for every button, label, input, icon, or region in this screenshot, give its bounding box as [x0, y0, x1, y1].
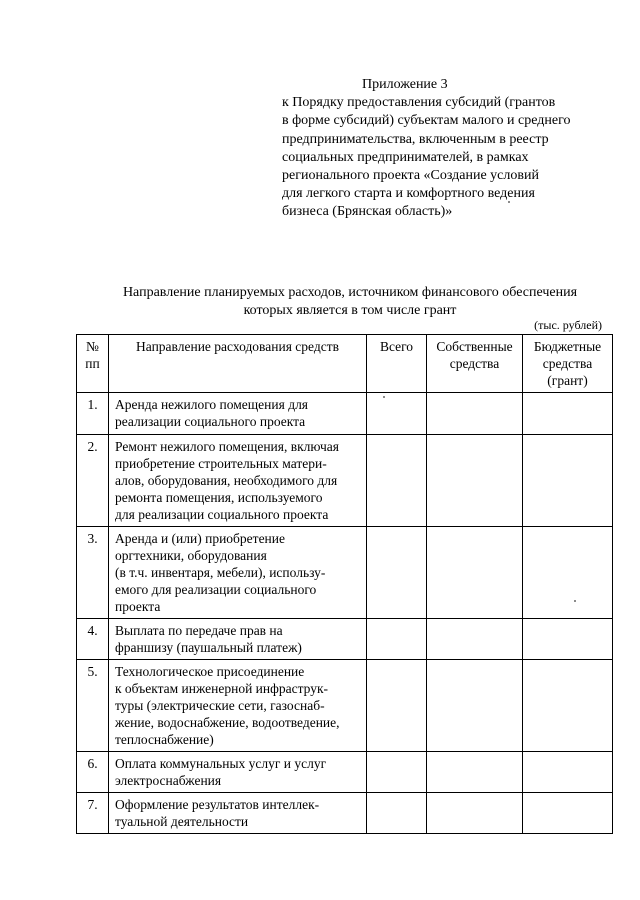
appendix-line: предпринимательства, включенным в реестр — [282, 131, 549, 147]
budget-funds-cell — [523, 752, 613, 793]
speck — [574, 600, 576, 602]
table-row — [77, 752, 613, 793]
direction-line: франшизу (паушальный платеж) — [115, 640, 302, 655]
direction-line: туальной деятельности — [115, 814, 249, 829]
appendix-line: социальных предпринимателей, в рамках — [282, 149, 529, 165]
speck — [383, 396, 385, 398]
direction-line: Оформление результатов интеллек- — [115, 797, 320, 812]
direction-line: электроснабжения — [115, 773, 222, 788]
own-funds-cell — [427, 527, 523, 619]
budget-funds-cell — [523, 435, 613, 527]
total-cell — [367, 435, 427, 527]
own-funds-cell — [427, 619, 523, 660]
total-cell — [367, 793, 427, 834]
total-cell — [367, 660, 427, 752]
unit-label: (тыс. рублей) — [534, 318, 602, 332]
table-row — [77, 527, 613, 619]
budget-funds-cell — [523, 793, 613, 834]
direction-line: туры (электрические сети, газоснаб- — [115, 698, 325, 713]
direction-line: реализации социального проекта — [115, 414, 306, 429]
row-number: 2. — [77, 435, 109, 527]
direction-line: теплоснабжение) — [115, 732, 214, 747]
expenses-table — [76, 334, 613, 834]
own-funds-cell — [427, 393, 523, 435]
row-direction — [109, 435, 367, 527]
total-cell — [367, 619, 427, 660]
direction-line: оргтехники, оборудования — [115, 548, 267, 563]
direction-line: Оплата коммунальных услуг и услуг — [115, 756, 327, 771]
row-direction — [109, 393, 367, 435]
direction-line: проекта — [115, 599, 161, 614]
direction-line: (в т.ч. инвентаря, мебели), использу- — [115, 565, 326, 580]
header-total: Всего — [367, 335, 427, 393]
direction-line: жение, водоснабжение, водоотведение, — [115, 715, 340, 730]
own-funds-cell — [427, 660, 523, 752]
appendix-block — [282, 76, 622, 222]
row-direction — [109, 619, 367, 660]
direction-line: ремонта помещения, используемого — [115, 490, 323, 505]
row-number: 5. — [77, 660, 109, 752]
row-number: 3. — [77, 527, 109, 619]
row-direction — [109, 793, 367, 834]
total-cell — [367, 393, 427, 435]
budget-funds-cell — [523, 527, 613, 619]
direction-line: Ремонт нежилого помещения, включая — [115, 439, 339, 454]
row-number: 1. — [77, 393, 109, 435]
row-number: 7. — [77, 793, 109, 834]
budget-funds-cell — [523, 619, 613, 660]
row-direction — [109, 527, 367, 619]
table-row — [77, 393, 613, 435]
table-row — [77, 660, 613, 752]
appendix-line: для легкого старта и комфортного ведения — [282, 186, 535, 202]
table-row — [77, 793, 613, 834]
heading-line: Направление планируемых расходов, источником финансового обеспечения — [122, 285, 578, 300]
direction-line: алов, оборудования, необходимого для — [115, 473, 338, 488]
table-heading — [90, 284, 610, 320]
appendix-line: регионального проекта «Создание условий — [282, 168, 539, 184]
table-row — [77, 435, 613, 527]
direction-line: емого для реализации социального — [115, 582, 317, 597]
header-number: № пп — [77, 335, 109, 393]
header-budget-funds: Бюджетные средства (грант) — [523, 335, 613, 393]
direction-line: Технологическое присоединение — [115, 664, 305, 679]
own-funds-cell — [427, 435, 523, 527]
budget-funds-cell — [523, 660, 613, 752]
speck — [508, 201, 510, 203]
direction-line: Аренда нежилого помещения для — [115, 397, 309, 412]
direction-line: приобретение строительных матери- — [115, 456, 327, 471]
header-direction: Направление расходования средств — [109, 335, 367, 393]
direction-line: Выплата по передаче прав на — [115, 623, 283, 638]
total-cell — [367, 527, 427, 619]
direction-line: для реализации социального проекта — [115, 507, 329, 522]
heading-line: которых является в том числе грант — [243, 303, 457, 318]
appendix-line: в форме субсидий) субъектам малого и среднего — [282, 113, 571, 129]
table-header-row — [77, 335, 613, 393]
own-funds-cell — [427, 793, 523, 834]
total-cell — [367, 752, 427, 793]
own-funds-cell — [427, 752, 523, 793]
appendix-line: к Порядку предоставления субсидий (грантов — [282, 95, 556, 111]
direction-line: к объектам инженерной инфраструк- — [115, 681, 329, 696]
table-row — [77, 619, 613, 660]
row-number: 4. — [77, 619, 109, 660]
row-direction — [109, 660, 367, 752]
header-own-funds: Собственные средства — [427, 335, 523, 393]
appendix-title: Приложение 3 — [362, 77, 448, 92]
row-number: 6. — [77, 752, 109, 793]
direction-line: Аренда и (или) приобретение — [115, 531, 285, 546]
row-direction — [109, 752, 367, 793]
appendix-line: бизнеса (Брянская область)» — [282, 204, 453, 220]
budget-funds-cell — [523, 393, 613, 435]
